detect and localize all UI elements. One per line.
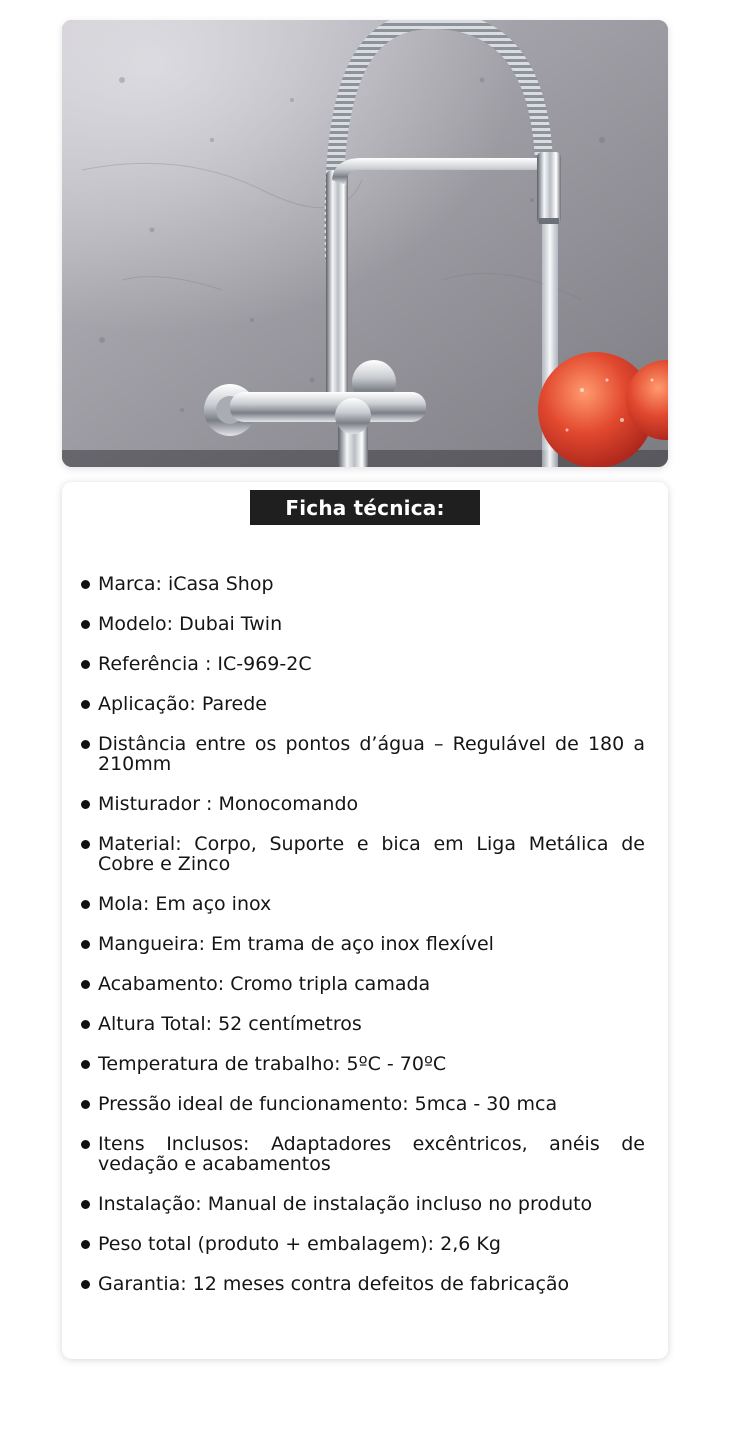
bullet-icon — [81, 1200, 90, 1209]
spec-item-text: Referência : IC-969-2C — [98, 653, 312, 675]
faucet-illustration — [62, 20, 668, 467]
spec-item-text: Material: Corpo, Suporte e bica em Liga Metálica de Cobre e Zinco — [98, 833, 645, 875]
bullet-icon — [81, 1100, 90, 1109]
spec-item-referencia — [80, 654, 645, 674]
spec-item-modelo — [80, 614, 645, 634]
spec-item-text: Pressão ideal de funcionamento: 5mca - 30 mca — [98, 1093, 558, 1115]
spec-list — [80, 574, 645, 1314]
spec-item-mangueira — [80, 934, 645, 954]
bullet-icon — [81, 1060, 90, 1069]
bullet-icon — [81, 580, 90, 589]
bullet-icon — [81, 1240, 90, 1249]
bullet-icon — [81, 740, 90, 749]
spec-item-text: Peso total (produto + embalagem): 2,6 Kg — [98, 1233, 501, 1255]
bullet-icon — [81, 980, 90, 989]
spec-item-text: Mola: Em aço inox — [98, 893, 272, 915]
spec-item-text: Altura Total: 52 centímetros — [98, 1013, 362, 1035]
bullet-icon — [81, 1140, 90, 1149]
spec-item-text: Distância entre os pontos d’água – Regulável de 180 a 210mm — [98, 733, 645, 775]
spec-item-text: Instalação: Manual de instalação incluso no produto — [98, 1193, 593, 1215]
spec-item-peso — [80, 1234, 645, 1254]
spec-item-text: Acabamento: Cromo tripla camada — [98, 973, 431, 995]
bullet-icon — [81, 700, 90, 709]
bullet-icon — [81, 940, 90, 949]
spec-item-marca — [80, 574, 645, 594]
spec-item-instalacao — [80, 1194, 645, 1214]
spec-item-itens-inclusos — [80, 1134, 645, 1174]
spec-item-temperatura — [80, 1054, 645, 1074]
spec-item-misturador — [80, 794, 645, 814]
bullet-icon — [81, 620, 90, 629]
spec-item-text: Mangueira: Em trama de aço inox flexível — [98, 933, 494, 955]
spec-item-aplicacao — [80, 694, 645, 714]
bullet-icon — [81, 1020, 90, 1029]
spec-item-material — [80, 834, 645, 874]
spec-item-mola — [80, 894, 645, 914]
spec-item-pressao — [80, 1094, 645, 1114]
spec-item-garantia — [80, 1274, 645, 1294]
spec-item-text: Aplicação: Parede — [98, 693, 267, 715]
bullet-icon — [81, 840, 90, 849]
spec-title: Ficha técnica: — [285, 495, 445, 520]
spec-item-distancia — [80, 734, 645, 774]
spec-sheet-card — [62, 482, 668, 1359]
spec-item-text: Temperatura de trabalho: 5ºC - 70ºC — [98, 1053, 447, 1075]
product-photo — [62, 20, 668, 467]
bullet-icon — [81, 660, 90, 669]
spec-item-text: Misturador : Monocomando — [98, 793, 359, 815]
spec-item-text: Modelo: Dubai Twin — [98, 613, 283, 635]
spec-item-altura — [80, 1014, 645, 1034]
bullet-icon — [81, 1280, 90, 1289]
spec-item-acabamento — [80, 974, 645, 994]
bullet-icon — [81, 900, 90, 909]
spec-item-text: Marca: iCasa Shop — [98, 573, 274, 595]
spec-item-text: Garantia: 12 meses contra defeitos de fabricação — [98, 1273, 570, 1295]
spec-item-text: Itens Inclusos: Adaptadores excêntricos, anéis de vedação e acabamentos — [98, 1133, 645, 1175]
spec-title-banner — [250, 490, 480, 525]
bullet-icon — [81, 800, 90, 809]
